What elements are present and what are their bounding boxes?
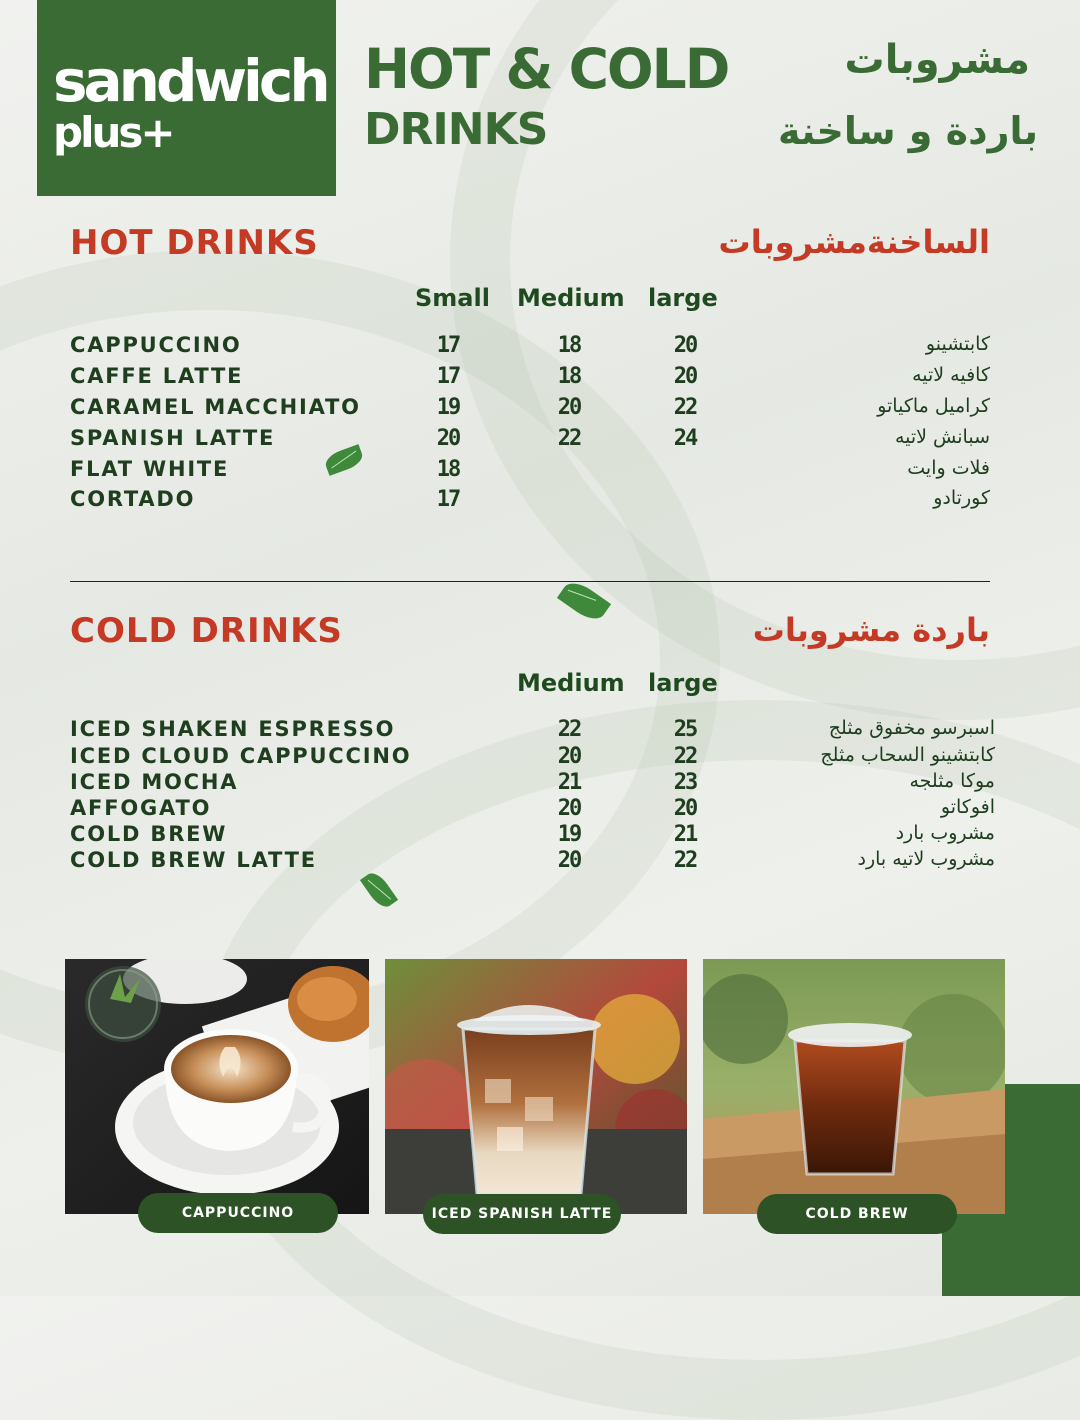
item-name-ar: مشروب لاتيه بارد (857, 848, 995, 870)
menu-row (0, 487, 1080, 517)
price-medium: 22 (557, 717, 581, 742)
menu-row (0, 717, 1080, 747)
cold-col-medium: Medium (517, 669, 625, 697)
menu-row (0, 457, 1080, 487)
item-name: COLD BREW LATTE (70, 848, 317, 872)
price-small: 17 (436, 364, 460, 389)
cold-brew-illustration (703, 959, 1005, 1214)
menu-row (0, 333, 1080, 363)
price-large: 22 (673, 395, 697, 420)
price-medium: 20 (557, 395, 581, 420)
page-title-ar-line1: مشروبات (844, 37, 1030, 83)
hot-drinks-title: HOT DRINKS (70, 223, 319, 263)
item-name: CORTADO (70, 487, 196, 511)
item-name-ar: كورتادو (933, 487, 990, 509)
cold-drinks-title: COLD DRINKS (70, 611, 343, 651)
brand-name-main: sandwich (53, 47, 327, 115)
cold-col-large: large (648, 669, 718, 697)
cappuccino-illustration (65, 959, 369, 1214)
price-medium: 20 (557, 796, 581, 821)
item-name-ar: مشروب بارد (895, 822, 995, 844)
price-medium: 19 (557, 822, 581, 847)
item-name: ICED SHAKEN ESPRESSO (70, 717, 396, 741)
menu-row (0, 364, 1080, 394)
price-large: 20 (673, 333, 697, 358)
price-medium: 18 (557, 333, 581, 358)
price-medium: 20 (557, 848, 581, 873)
item-name-ar: سبانش لاتيه (894, 426, 990, 448)
price-small: 17 (436, 333, 460, 358)
item-name-ar: كابتشينو (925, 333, 990, 355)
brand-name-sub: plus+ (53, 108, 173, 157)
page-title-en-line1: HOT & COLD (364, 37, 729, 101)
menu-row (0, 426, 1080, 456)
price-small: 19 (436, 395, 460, 420)
item-name-ar: كافيه لاتيه (912, 364, 990, 386)
item-name: ICED MOCHA (70, 770, 239, 794)
price-large: 24 (673, 426, 697, 451)
cappuccino-caption: CAPPUCCINO (138, 1193, 338, 1233)
price-large: 23 (673, 770, 697, 795)
item-name: AFFOGATO (70, 796, 212, 820)
price-large: 22 (673, 744, 697, 769)
item-name-ar: كراميل ماكياتو (877, 395, 990, 417)
menu-row (0, 848, 1080, 878)
item-name-ar: اسبرسو مخفوق مثلج (828, 717, 995, 739)
hot-drinks-title-ar: الساخنةمشروبات (718, 223, 990, 261)
cold-drinks-title-ar: باردة مشروبات (752, 611, 990, 649)
section-divider (70, 581, 990, 582)
hot-col-small: Small (415, 284, 490, 312)
item-name-ar: موكا مثلجه (909, 770, 995, 792)
hot-col-medium: Medium (517, 284, 625, 312)
price-medium: 18 (557, 364, 581, 389)
price-medium: 20 (557, 744, 581, 769)
cold-brew-photo (703, 959, 1005, 1214)
item-name: ICED CLOUD CAPPUCCINO (70, 744, 412, 768)
item-name: FLAT WHITE (70, 457, 230, 481)
iced-spanish-latte-photo (385, 959, 687, 1214)
item-name-ar: كابتشينو السحاب مثلج (820, 744, 995, 766)
iced-spanish-latte-caption: ICED SPANISH LATTE (423, 1194, 621, 1234)
menu-row (0, 395, 1080, 425)
item-name: CAFFE LATTE (70, 364, 244, 388)
price-large: 20 (673, 364, 697, 389)
price-small: 18 (436, 457, 460, 482)
item-name: SPANISH LATTE (70, 426, 276, 450)
cappuccino-photo (65, 959, 369, 1214)
iced-latte-illustration (385, 959, 687, 1214)
item-name: CAPPUCCINO (70, 333, 242, 357)
cold-brew-caption: COLD BREW (757, 1194, 957, 1234)
price-small: 17 (436, 487, 460, 512)
hot-col-large: large (648, 284, 718, 312)
price-large: 20 (673, 796, 697, 821)
price-large: 25 (673, 717, 697, 742)
price-medium: 21 (557, 770, 581, 795)
item-name: CARAMEL MACCHIATO (70, 395, 361, 419)
price-large: 22 (673, 848, 697, 873)
item-name-ar: فلات وايت (907, 457, 990, 479)
price-small: 20 (436, 426, 460, 451)
brand-logo (37, 0, 336, 196)
page-title-en-line2: DRINKS (364, 104, 548, 155)
item-name: COLD BREW (70, 822, 228, 846)
price-medium: 22 (557, 426, 581, 451)
item-name-ar: افوكاتو (940, 796, 995, 818)
page-title-ar-line2: باردة و ساخنة (777, 109, 1038, 153)
price-large: 21 (673, 822, 697, 847)
